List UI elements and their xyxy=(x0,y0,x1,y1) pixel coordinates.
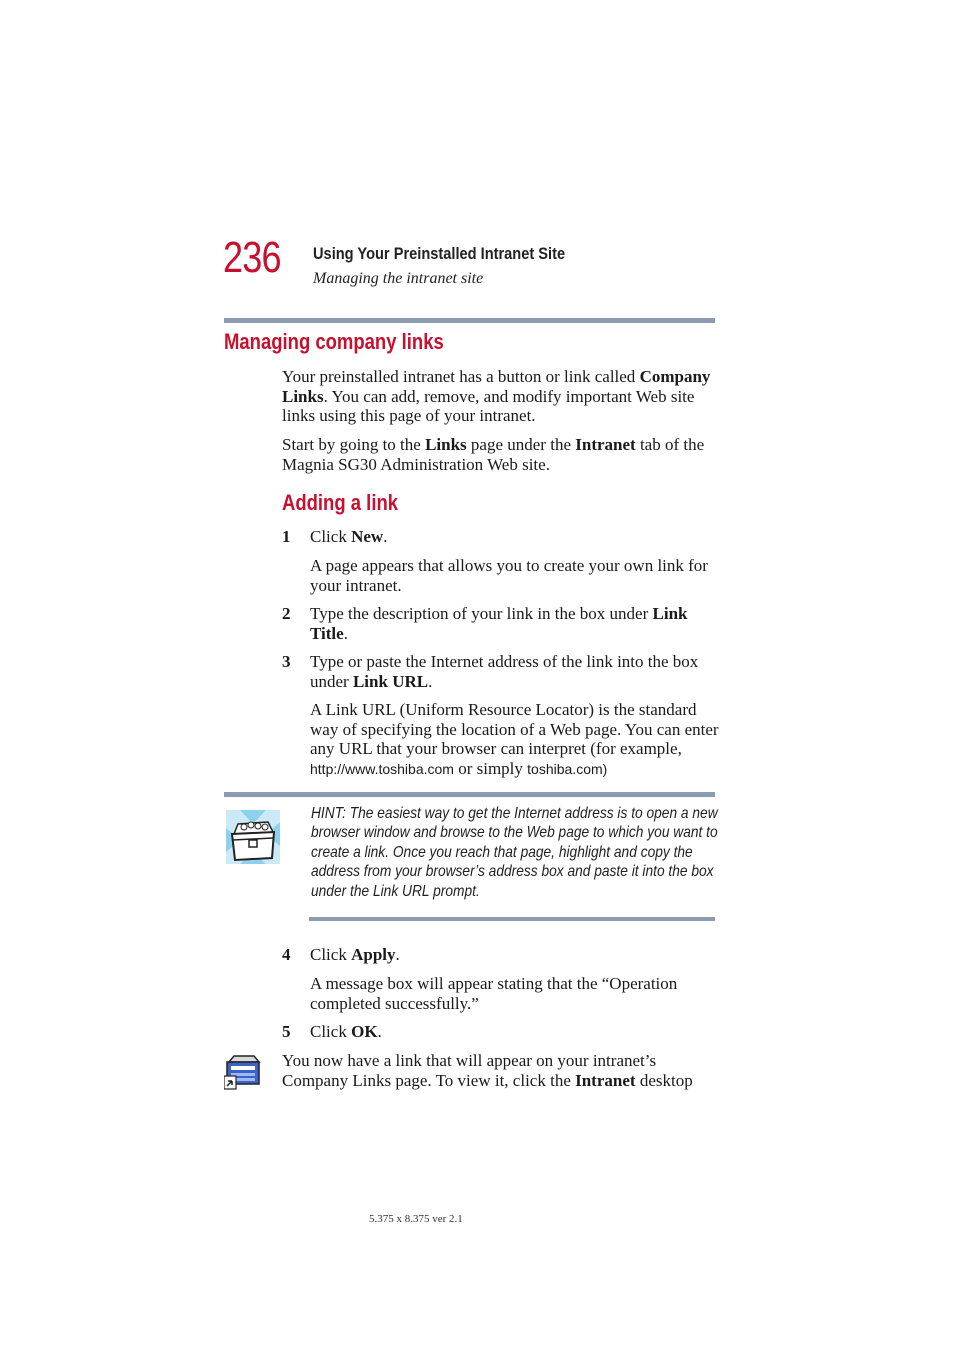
step-number: 5 xyxy=(282,1022,291,1041)
step-text: Click New. xyxy=(310,527,388,546)
closing-paragraph: You now have a link that will appear on your intranet’s Company Links page. To view it, click the Intranet desktop xyxy=(282,1051,693,1090)
treasure-chest-icon xyxy=(226,810,280,864)
step-number: 4 xyxy=(282,945,291,964)
step-number: 3 xyxy=(282,652,291,671)
step-number: 1 xyxy=(282,527,291,546)
section-heading: Managing company links xyxy=(224,329,444,354)
section-subtitle: Managing the intranet site xyxy=(313,270,484,287)
step-detail: A Link URL (Uniform Resource Locator) is the standard way of specifying the location of a Web page. You can enter any URL that your browser can interpret (for example, http://www.toshiba.com or simply toshiba.com) xyxy=(310,700,719,778)
subsection-heading: Adding a link xyxy=(282,490,399,515)
start-paragraph: Start by going to the Links page under the Intranet tab of the Magnia SG30 Administration Web site. xyxy=(282,435,705,474)
section-divider xyxy=(224,318,715,323)
hint-bottom-rule xyxy=(309,917,715,921)
step-text: Type the description of your link in the box under Link Title. xyxy=(310,604,688,643)
hint-text: HINT: The easiest way to get the Internet address is to open a new browser window and browse to the Web page to which you want to create a link. Once you reach that page, highlight and copy the address from your browser’s address box and paste it into the box under the Link URL prompt. xyxy=(311,805,718,900)
url-example: http://www.toshiba.com xyxy=(310,760,454,777)
hint-top-rule xyxy=(224,792,715,797)
chapter-title: Using Your Preinstalled Intranet Site xyxy=(313,244,566,263)
step-text: Click Apply. xyxy=(310,945,400,964)
step-text: Click OK. xyxy=(310,1022,382,1041)
intranet-shortcut-icon xyxy=(224,1054,262,1090)
page-number: 236 xyxy=(223,233,281,282)
step-text: Type or paste the Internet address of the link into the box under Link URL. xyxy=(310,652,699,691)
step-detail: A page appears that allows you to create your own link for your intranet. xyxy=(310,556,708,595)
step-number: 2 xyxy=(282,604,291,623)
intro-paragraph: Your preinstalled intranet has a button or link called Company Links. You can add, remove, and modify important Web site links using this page of your intranet. xyxy=(282,367,711,425)
print-spec-footer: 5.375 x 8.375 ver 2.1 xyxy=(369,1213,463,1225)
step-detail: A message box will appear stating that the “Operation completed successfully.” xyxy=(310,974,678,1013)
url-example: toshiba.com) xyxy=(527,760,608,777)
